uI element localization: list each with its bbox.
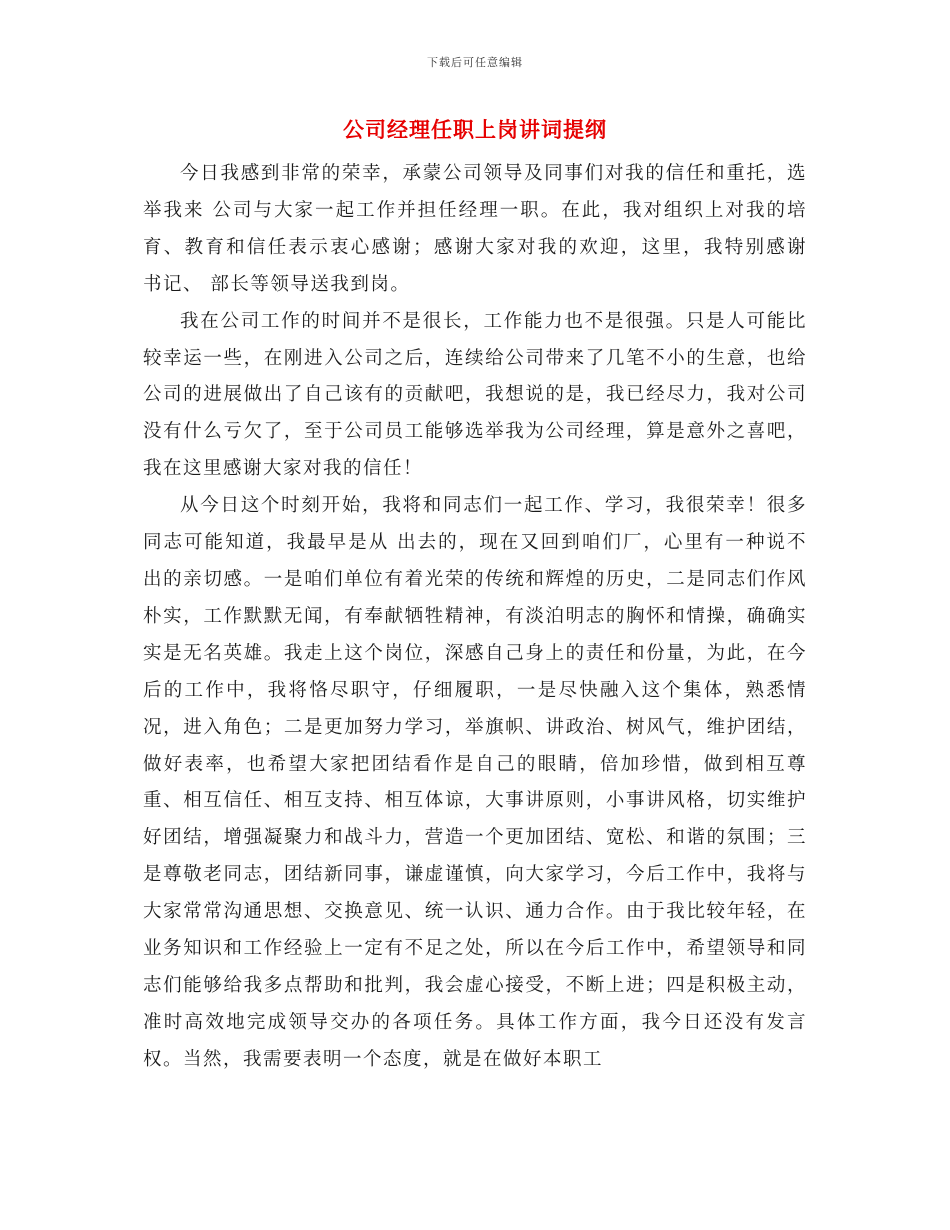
paragraph-3: 从今日这个时刻开始，我将和同志们一起工作、学习，我很荣幸！很多同志可能知道，我最早是从 出去的，现在又回到咱们厂，心里有一种说不出的亲切感。一是咱们单位有着光荣的传统和辉煌的历史，二是同志们作风朴实，工作默默无闻，有奉献牺牲精神，有淡泊明志的胸怀和情操，确确实实是无名英雄。我走上这个岗位，深感自己身上的责任和份量，为此，在今后的工作中，我将恪尽职守，仔细履职，一是尽快融入这个集体，熟悉情况，进入角色；二是更加努力学习，举旗帜、讲政治、树风气，维护团结，做好表率，也希望大家把团结看作是自己的眼睛，倍加珍惜，做到相互尊重、相互信任、相互支持、相互体谅，大事讲原则，小事讲风格，切实维护好团结，增强凝聚力和战斗力，营造一个更加团结、宽松、和谐的氛围；三是尊敬老同志，团结新同事，谦虚谨慎，向大家学习，今后工作中，我将与大家常常沟通思想、交换意见、统一认识、通力合作。由于我比较年轻，在业务知识和工作经验上一定有不足之处，所以在今后工作中，希望领导和同志们能够给我多点帮助和批判，我会虚心接受，不断上进；四是积极主动，准时高效地完成领导交办的各项任务。具体工作方面，我今日还没有发言权。当然，我需要表明一个态度，就是在做好本职工 bbox=[143, 495, 807, 1070]
document-title: 公司经理任职上岗讲词提纲 bbox=[343, 117, 607, 142]
paragraph-1: 今日我感到非常的荣幸，承蒙公司领导及同事们对我的信任和重托，选举我来 公司与大家一起工作并担任经理一职。在此，我对组织上对我的培育、教育和信任表示衷心感谢；感谢大家对我的欢迎，这里，我特别感谢 书记、 部长等领导送我到岗。 bbox=[143, 163, 807, 295]
document-body bbox=[143, 156, 807, 1079]
header-note: 下载后可任意编辑 bbox=[427, 56, 523, 69]
paragraph-2: 我在公司工作的时间并不是很长，工作能力也不是很强。只是人可能比较幸运一些，在刚进入公司之后，连续给公司带来了几笔不小的生意，也给公司的进展做出了自己该有的贡献吧，我想说的是，我已经尽力，我对公司没有什么亏欠了，至于公司员工能够选举我为公司经理，算是意外之喜吧，我在这里感谢大家对我的信任！ bbox=[143, 310, 807, 480]
